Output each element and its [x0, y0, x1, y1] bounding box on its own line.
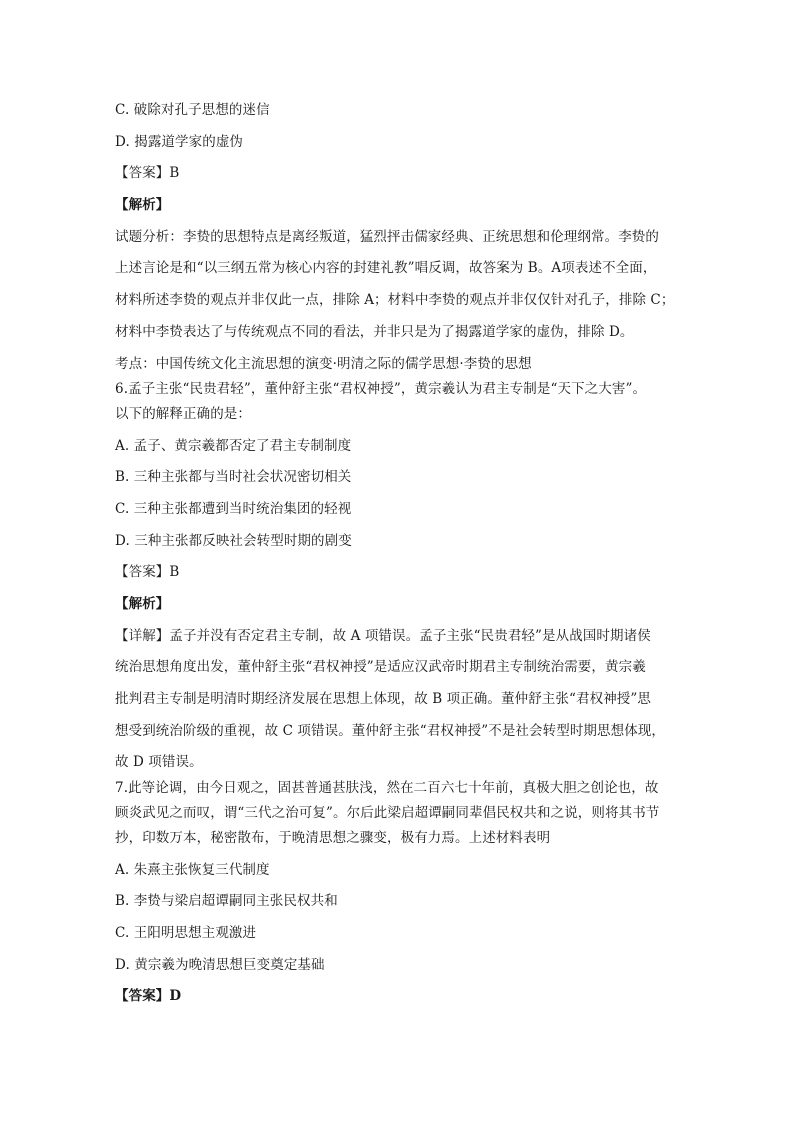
q6-analysis-label: 【解析】 [115, 596, 170, 612]
document-page [115, 100, 685, 1018]
q6-option-a: A. 孟子、黄宗羲都否定了君主专制制度 [115, 437, 352, 454]
q5-answer: 【答案】B [115, 165, 180, 182]
q5-analysis-label: 【解析】 [115, 197, 170, 214]
q7-stem-line: 顾炎武见之而叹，谓“三代之治可复”。尔后此梁启超谭嗣同辈倡民权共和之说，则将其书节 [115, 804, 660, 821]
q5-kaodian: 考点：中国传统文化主流思想的演变·明清之际的儒学思想·李贽的思想 [115, 355, 532, 372]
q5-analysis-line: 试题分析：李贽的思想特点是离经叛道，猛烈抨击儒家经典、正统思想和伦理纲常。李贽的 [115, 228, 659, 245]
q6-answer: 【答案】B [115, 564, 180, 581]
q5-analysis-line: 上述言论是和“以三纲五常为核心内容的封建礼教”唱反调，故答案为 B。A项表述不全面， [115, 260, 657, 277]
q6-detail-line: 故 D 项错误。 [115, 754, 203, 771]
q7-option-c: C. 王阳明思想主观激进 [115, 925, 257, 942]
q6-option-d: D. 三种主张都反映社会转型时期的剧变 [115, 532, 352, 549]
q5-option-c: C. 破除对孔子思想的迷信 [115, 102, 270, 118]
q7-option-b: B. 李贽与梁启超谭嗣同主张民权共和 [115, 893, 338, 910]
q7-stem-line: 抄，印数万本，秘密散布，于晚清思想之骤变，极有力焉。上述材料表明 [115, 830, 551, 846]
q7-stem-line: 7.此等论调，由今日观之，固甚普通甚肤浅，然在二百六七十年前，真极大胆之创论也，故 [115, 779, 659, 796]
q5-analysis-line: 材料中李贽表达了与传统观点不同的看法，并非只是为了揭露道学家的虚伪，排除 D。 [115, 323, 634, 340]
q6-detail-line: 统治思想角度出发，董仲舒主张“君权神授”是适应汉武帝时期君主专制统治需要，黄宗羲 [115, 659, 646, 676]
q5-option-d: D. 揭露道学家的虚伪 [115, 133, 244, 150]
q7-option-a: A. 朱熹主张恢复三代制度 [115, 861, 270, 878]
q6-option-b: B. 三种主张都与当时社会状况密切相关 [115, 469, 352, 486]
q5-analysis-line: 材料所述李贽的观点并非仅此一点，排除 A；材料中李贽的观点并非仅仅针对孔子，排除 C； [115, 292, 675, 309]
q6-option-c: C. 三种主张都遭到当时统治集团的轻视 [115, 500, 352, 517]
q6-detail-line: 批判君主专制是明清时期经济发展在思想上体现，故 B 项正确。董仲舒主张“君权神授”思 [115, 691, 652, 708]
q6-detail-line: 想受到统治阶级的重视，故 C 项错误。董仲舒主张“君权神授”不是社会转型时期思想体现， [115, 722, 666, 739]
q6-detail-line: 【详解】孟子并没有否定君主专制，故 A 项错误。孟子主张“民贵君轻”是从战国时期诸侯 [115, 627, 651, 644]
q7-answer: 【答案】D [115, 988, 182, 1005]
q6-stem-line: 以下的解释正确的是： [115, 405, 251, 422]
q6-stem-line: 6.孟子主张“民贵君轻”，董仲舒主张“君权神授”，黄宗羲认为君主专制是“天下之大害”。 [115, 380, 647, 397]
q7-option-d: D. 黄宗羲为晚清思想巨变奠定基础 [115, 956, 325, 973]
